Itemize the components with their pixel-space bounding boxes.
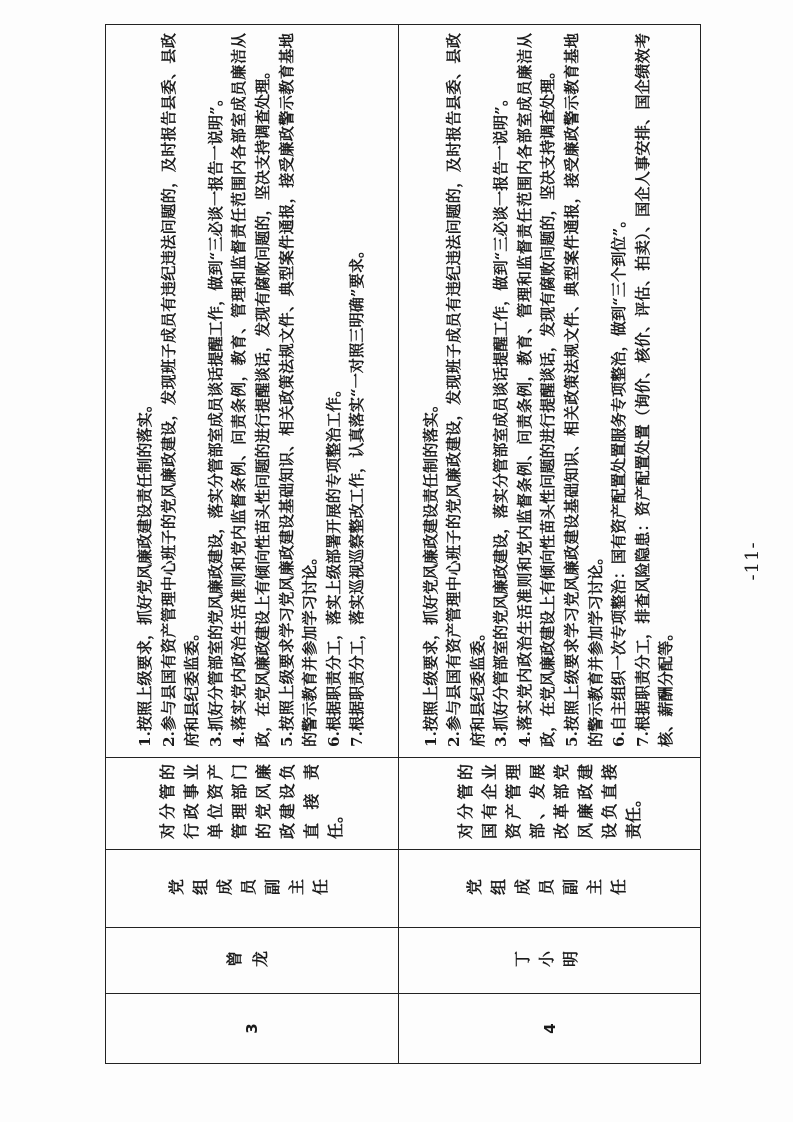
tasks-cell: [106, 23, 398, 757]
list-item: 4.落实党内政治生活准则和党内监督条例、问责条例，教育、管理和监督责任范围内各部室成员廉洁从政，在党风廉政建设上有倾向性苗头性问题的进行提醒谈话，发现有腐败问题的，坚决支持调查处理。: [230, 33, 272, 747]
row-number-cell: [399, 993, 700, 1063]
scope-cell: [106, 757, 398, 849]
table-row: [106, 25, 399, 1063]
person-position: 党组成员副主任: [465, 878, 634, 898]
list-item: 2.参与县国有资产管理中心班子的党风廉政建设，发现班子成员有违纪违法问题的，及时报告县委、县政府和县纪委监委。: [445, 33, 487, 747]
position-cell: [399, 849, 700, 927]
table-row: [399, 25, 700, 1063]
task-list: [134, 33, 370, 747]
row-number: 3: [243, 1023, 261, 1034]
responsibility-scope: 对分管的行政事业单位资产管理部门的党风廉政建设负直接责任。: [158, 764, 345, 839]
name-cell: [399, 927, 700, 993]
person-position: 党组成员副主任: [168, 878, 336, 898]
list-item: 5.按照上级要求学习党风廉政建设基础知识、相关政策法规文件、典型案件通报，接受廉政警示教育基地的警示教育并参加学习讨论。: [277, 33, 320, 747]
list-item: 1.按照上级要求，抓好党风廉政建设责任制的落实。: [136, 397, 155, 747]
list-item: 1.按照上级要求，抓好党风廉政建设责任制的落实。: [421, 397, 440, 747]
responsibility-table: [105, 24, 701, 1064]
page-number: -11-: [742, 541, 763, 581]
list-item: 2.参与县国有资产管理中心班子的党风廉政建设，发现班子成员有违纪违法问题的，及时报告县委、县政府和县纪委监委。: [159, 33, 202, 747]
row-number: 4: [540, 1023, 559, 1034]
row-number-cell: [106, 993, 398, 1063]
person-name: 曾龙: [226, 950, 278, 970]
list-item: 3.抓好分管部室的党风廉政建设，落实分管部室成员谈话提醒工作，做到“三必谈一报告一说明”。: [492, 90, 511, 747]
list-item: 7.根据职责分工，排查风险隐患：资产配置处置（询价、核价、评估、拍卖）、国企人事安排、国企绩效考核、薪酬分配等。: [634, 33, 676, 747]
task-list: [420, 33, 680, 747]
list-item: 6.自主组织一次专项整治：国有资产配置处置服务专项整治，做到“三个到位”。: [610, 212, 629, 747]
list-item: 4.落实党内政治生活准则和党内监督条例、问责条例，教育、管理和监督责任范围内各部室成员廉洁从政，在党风廉政建设上有倾向性苗头性问题的进行提醒谈话，发现有腐败问题的，坚决支持调查处理。: [516, 33, 558, 747]
list-item: 3.抓好分管部室的党风廉政建设，落实分管部室成员谈话提醒工作，做到“三必谈一报告一说明”。: [206, 90, 225, 747]
tasks-cell: [399, 23, 700, 757]
position-cell: [106, 849, 398, 927]
responsibility-scope: 对分管的国有企业资产管理部、发展改革部党风廉政建设负直接责任。: [455, 764, 643, 839]
scope-cell: [399, 757, 700, 849]
list-item: 6.根据职责分工，落实上级部署开展的专项整治工作。: [324, 381, 343, 747]
name-cell: [106, 927, 398, 993]
list-item: 5.按照上级要求学习党风廉政建设基础知识、相关政策法规文件、典型案件通报，接受廉政警示教育基地的警示教育并参加学习讨论。: [563, 33, 605, 747]
list-item: 7.根据职责分工，落实巡视巡察整改工作，认真落实“一对照三明确”要求。: [348, 242, 367, 747]
person-name: 丁小明: [513, 950, 586, 970]
